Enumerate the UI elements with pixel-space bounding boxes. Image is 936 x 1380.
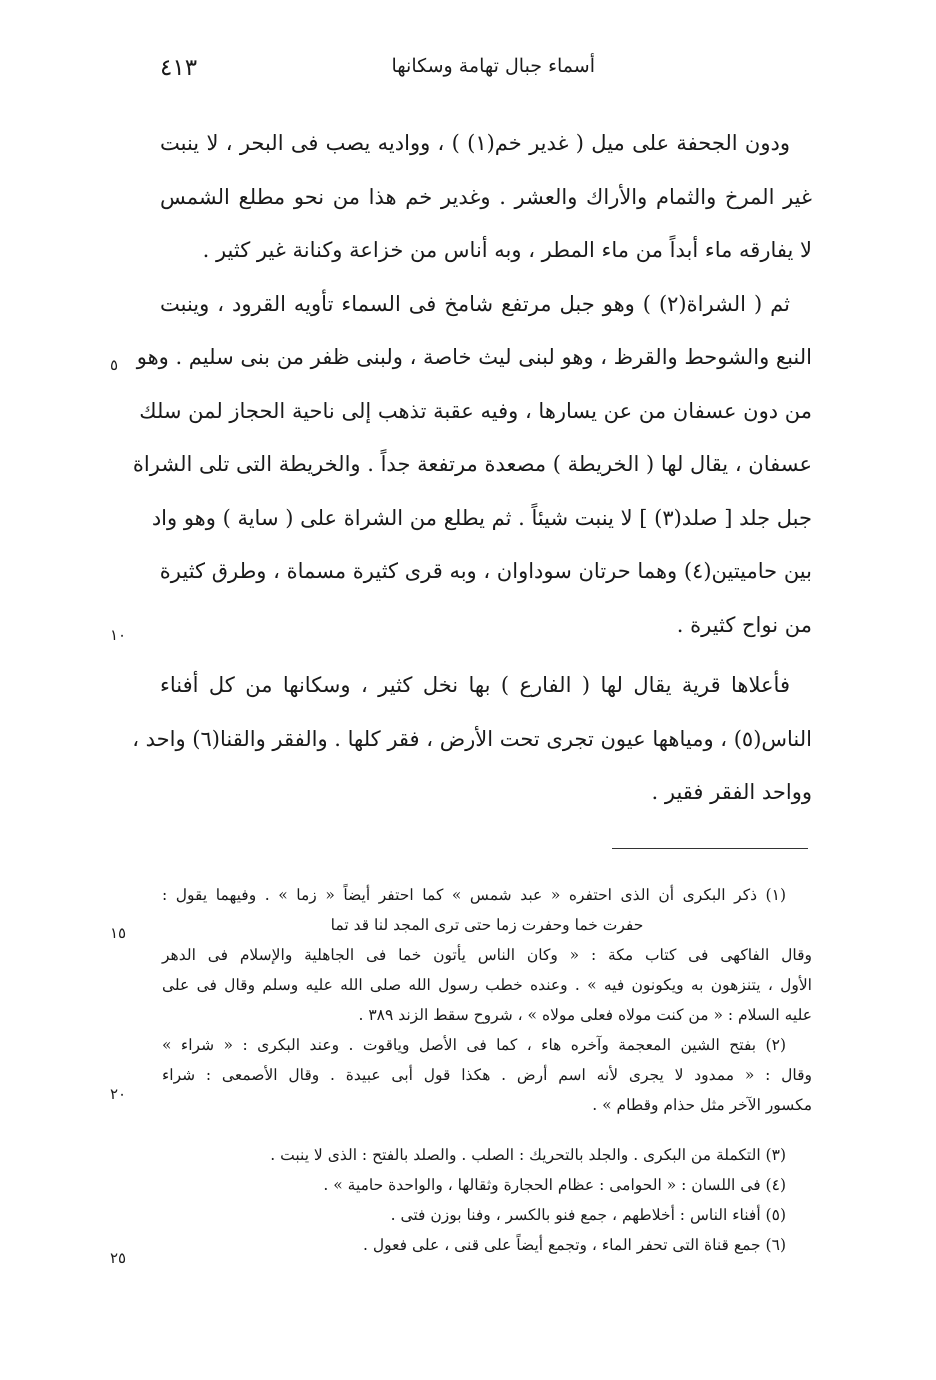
text-line: غير المرخ والثمام والأراك والعشر . وغدير خم هذا من نحو مطلع الشمس xyxy=(160,184,812,209)
footnotes-block-2 xyxy=(162,1140,812,1260)
footnote-line: عليه السلام : « من كنت مولاه فعلى مولاه » ، شروح سقط الزند ٣٨٩ . xyxy=(358,1006,812,1024)
footnote-line: (١) ذكر البكرى أن الذى احتفره « عبد شمس » كما احتفر أيضاً « زما » . وفيهما يقول : xyxy=(162,886,786,904)
footnote-line: (٢) بفتح الشين المعجمة وآخره هاء ، كما فى الأصل وياقوت . وعند البكرى : « شراء » xyxy=(162,1036,786,1054)
main-text-block-2 xyxy=(132,659,812,820)
page-number: ٤١٣ xyxy=(160,55,198,81)
footnotes-block-1 xyxy=(162,880,812,1120)
footnote-separator xyxy=(612,848,808,849)
main-text-block-1 xyxy=(132,117,812,652)
text-line: النبع والشوحط والقرظ ، وهو لبنى ليث خاصة ، ولبنى ظفر من بنى سليم . وهو xyxy=(136,345,812,369)
footnote-line: (٣) التكملة من البكرى . والجلد بالتحريك : الصلب . والصلد بالفتح : الذى لا ينبت . xyxy=(270,1146,786,1164)
footnote-line: مكسور الآخر مثل حذام وقطام » . xyxy=(592,1096,812,1114)
text-line: لا يفارقه ماء أبداً من ماء المطر ، وبه أناس من خزاعة وكنانة غير كثير . xyxy=(202,238,812,262)
text-line: جبل جلد [ صلد(٣) ] لا ينبت شيئاً . ثم يطلع من الشراة على ( ساية ) وهو واد xyxy=(151,505,812,530)
text-line: بين حاميتين(٤) وهما حرتان سوداوان ، وبه قرى كثيرة مسماة ، وطرق كثيرة xyxy=(159,559,812,583)
line-number-marker: ١٠ xyxy=(110,626,127,644)
text-line: من دون عسفان من عن يسارها ، وفيه عقبة تذهب إلى ناحية الحجاز لمن سلك xyxy=(139,398,812,423)
text-line: ثم ( الشراة(٢) ) وهو جبل مرتفع شامخ فى السماء تأويه القرود ، وينبت xyxy=(160,291,790,316)
text-line: فأعلاها قرية يقال لها ( الفارع ) بها نخل كثير ، وسكانها من كل أفناء xyxy=(160,673,790,697)
text-line: عسفان ، يقال لها ( الخريطة ) مصعدة مرتفعة جداً . والخريطة التى تلى الشراة xyxy=(132,452,812,476)
page-header xyxy=(160,55,810,95)
footnote-line: الأول ، يتنزهون به ويكونون فيه » . وعنده خطب رسول الله صلى الله عليه وسلم وقال فى على xyxy=(162,976,812,994)
text-line: وواحد الفقر فقير . xyxy=(651,780,812,804)
footnote-line: (٦) جمع قناة التى تحفر الماء ، وتجمع أيضاً على قنى ، على فعول . xyxy=(363,1236,786,1254)
line-number-marker: ٥ xyxy=(110,356,119,374)
footnote-line: (٤) فى اللسان : « الحوامى : عظام الحجارة وثقالها ، والواحدة حامية » . xyxy=(323,1176,786,1194)
text-line: ودون الجحفة على ميل ( غدير خم(١) ) ، وواديه يصب فى البحر ، لا ينبت xyxy=(160,131,790,155)
running-title: أسماء جبال تهامة وسكانها xyxy=(391,55,595,77)
footnote-line: وقال الفاكهى فى كتاب مكة : « وكان الناس يأتون خما فى الجاهلية والإسلام فى الدهر xyxy=(162,946,812,964)
line-number-marker: ٢٠ xyxy=(110,1085,127,1103)
footnote-line: (٥) أفناء الناس : أخلاطهم ، جمع فنو بالكسر ، وفنا بوزن فتى . xyxy=(390,1206,786,1224)
line-number-marker: ٢٥ xyxy=(110,1249,127,1267)
text-line: من نواح كثيرة . xyxy=(676,612,812,637)
footnote-line: وقال : « ممدود لا يجرى لأنه اسم أرض . هكذا قول أبى عبيدة . وقال الأصمعى : شراء xyxy=(162,1066,812,1084)
line-number-marker: ١٥ xyxy=(110,924,127,942)
text-line: الناس(٥) ، ومياهها عيون تجرى تحت الأرض ، فقر كلها . والفقر والقنا(٦) واحد ، xyxy=(132,726,812,751)
footnote-verse: حفرت خما وحفرت زما حتى ترى المجد لنا قد تما xyxy=(330,916,644,934)
